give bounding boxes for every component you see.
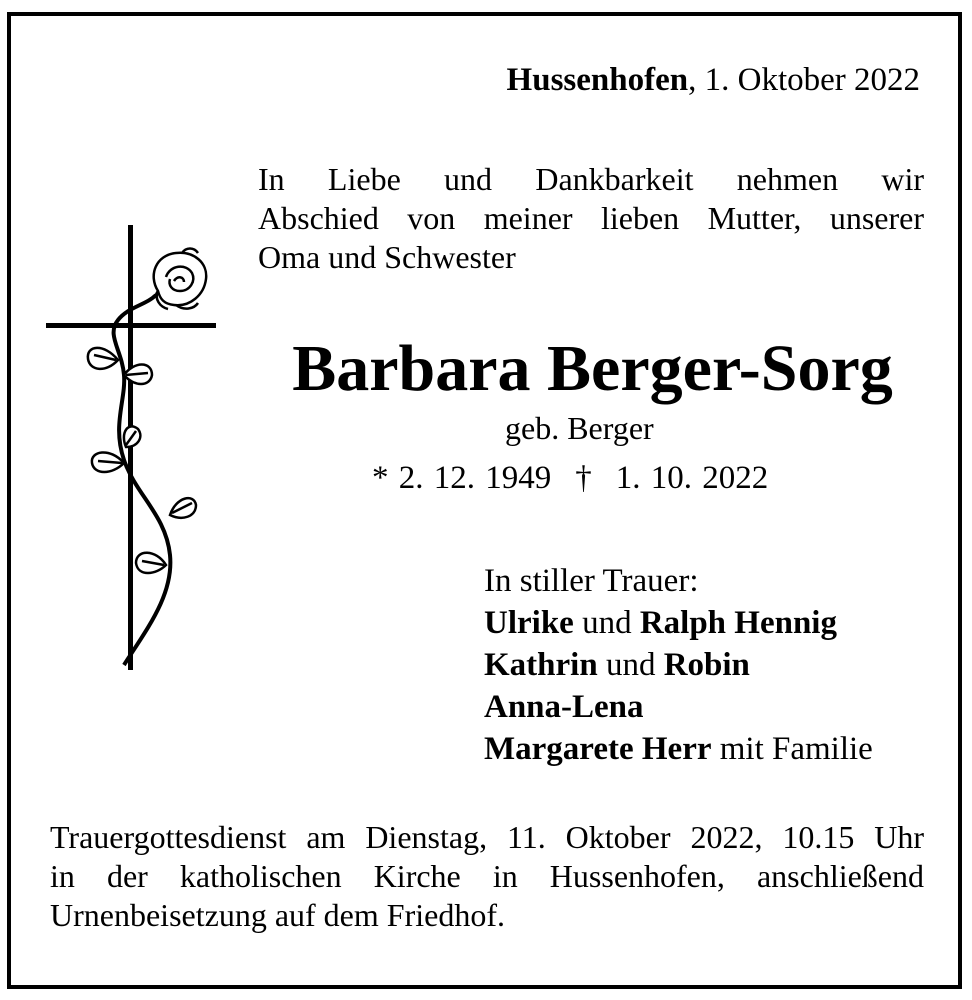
service-line: in der katholischen Kirche in Hussenhofen, anschließend (50, 858, 924, 894)
mourner-row (484, 644, 873, 686)
death-date: 1. 10. 2022 (615, 460, 769, 496)
deceased-name: Barbara Berger-Sorg (292, 332, 893, 405)
cross-with-rose-icon (46, 225, 221, 675)
mourner-name: Anna-Lena (484, 689, 644, 725)
birth-date: * 2. 12. 1949 (372, 460, 552, 496)
mourner-row (484, 602, 873, 644)
mourner-connector: und (573, 605, 640, 641)
mourner-name: Ralph Hennig (639, 605, 837, 641)
mourners-block (484, 560, 873, 770)
intro-line: In Liebe und Dankbarkeit nehmen wir (258, 161, 924, 197)
service-info (50, 818, 924, 935)
mourner-name: Margarete Herr (484, 731, 712, 767)
mourners-heading: In stiller Trauer: (484, 563, 699, 599)
mourner-connector: und (597, 647, 664, 683)
intro-line: Oma und Schwester (258, 239, 516, 275)
place-date-line (507, 62, 920, 99)
notice-date: , 1. Oktober 2022 (688, 62, 920, 98)
death-symbol: † (575, 460, 592, 496)
mourner-connector: mit Familie (711, 731, 873, 767)
service-line: Trauergottesdienst am Dienstag, 11. Oktober 2022, 10.15 Uhr (50, 819, 924, 855)
birth-name: geb. Berger (505, 410, 654, 446)
mourner-row (484, 728, 873, 770)
mourner-name: Robin (663, 647, 750, 683)
mourner-name: Kathrin (484, 647, 598, 683)
life-dates (372, 460, 768, 497)
service-line: Urnenbeisetzung auf dem Friedhof. (50, 897, 505, 933)
intro-line: Abschied von meiner lieben Mutter, unserer (258, 200, 924, 236)
intro-text (258, 160, 924, 277)
mourner-name: Ulrike (484, 605, 574, 641)
place-name: Hussenhofen (506, 62, 689, 98)
mourner-row (484, 686, 873, 728)
